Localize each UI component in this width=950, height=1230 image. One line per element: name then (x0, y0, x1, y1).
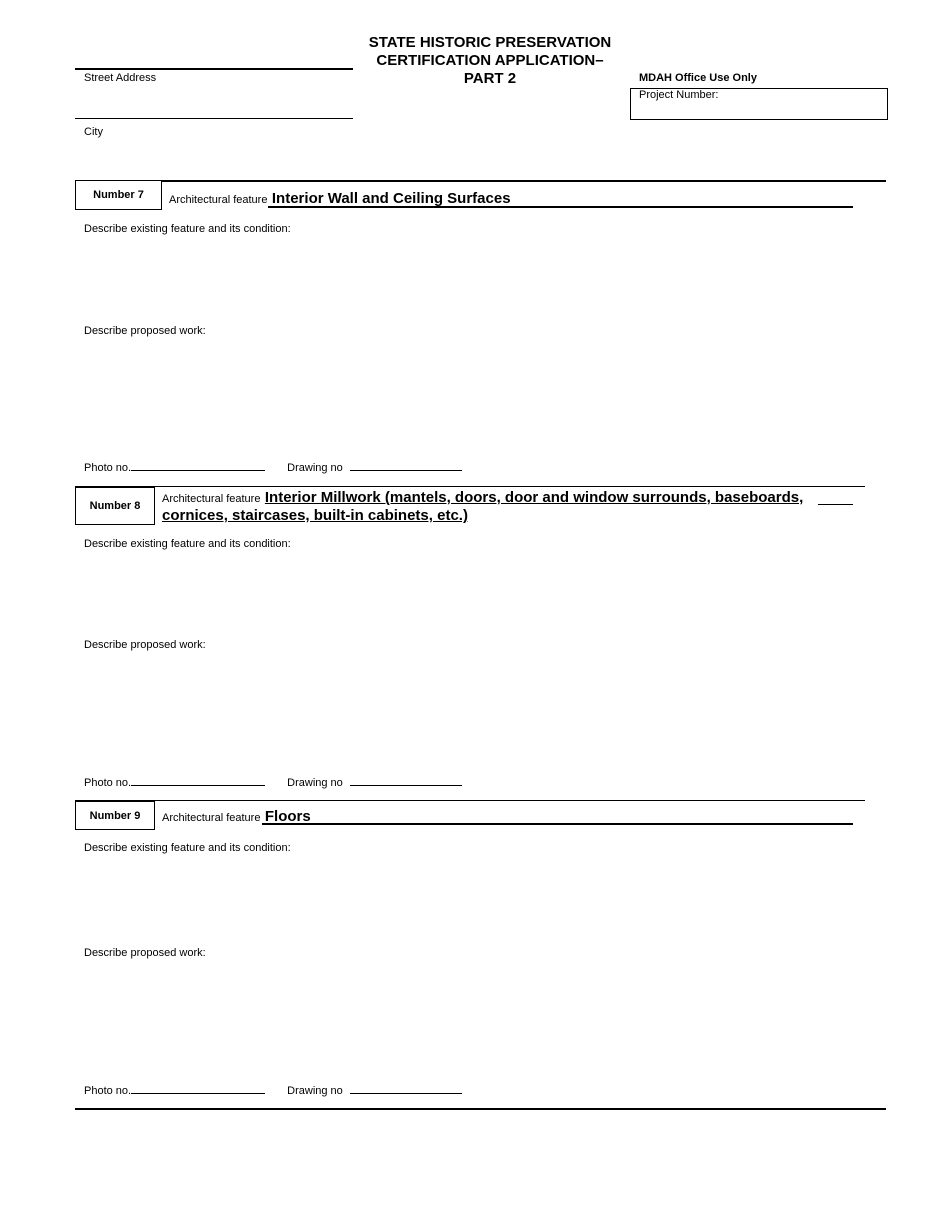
section-7-drawing-label: Drawing no (287, 462, 343, 474)
section-7-feature-underline (268, 206, 853, 208)
section-7-photo-row (84, 460, 462, 474)
section-7-existing-area[interactable] (84, 240, 884, 318)
city-field[interactable] (75, 118, 353, 119)
project-number-box[interactable] (630, 88, 888, 120)
section-8-feature-label: Architectural feature (162, 493, 261, 505)
section-7-feature-label: Architectural feature (169, 194, 268, 206)
section-9-top-rule (75, 800, 865, 801)
street-address-field[interactable] (75, 68, 353, 70)
section-8-feature-underline (818, 504, 853, 505)
section-8-photo-field[interactable] (131, 775, 265, 786)
section-9-proposed-area[interactable] (84, 964, 884, 1074)
section-8-feature-value-line2[interactable]: cornices, staircases, built-in cabinets, etc.) (162, 507, 468, 524)
section-7-photo-field[interactable] (131, 460, 265, 471)
section-7-photo-label: Photo no. (84, 462, 132, 474)
section-7-proposed-area[interactable] (84, 342, 884, 452)
office-use-label: MDAH Office Use Only (639, 72, 757, 84)
section-9-existing-label: Describe existing feature and its condition: (84, 842, 291, 854)
section-9-drawing-field[interactable] (350, 1083, 462, 1094)
section-9-proposed-label: Describe proposed work: (84, 947, 206, 959)
section-9-existing-area[interactable] (84, 859, 884, 939)
section-9-photo-row (84, 1083, 462, 1097)
section-8-feature-value-line1[interactable]: Interior Millwork (mantels, doors, door and window surrounds, baseboards, (264, 489, 804, 506)
form-title (355, 34, 625, 88)
section-8-number: Number 8 (89, 500, 141, 512)
title-line-1: STATE HISTORIC PRESERVATION (368, 34, 612, 51)
section-8-existing-label: Describe existing feature and its condition: (84, 538, 291, 550)
section-9-number-box (75, 801, 155, 830)
section-9-photo-field[interactable] (131, 1083, 265, 1094)
section-7-top-rule (75, 180, 886, 182)
section-8-proposed-label: Describe proposed work: (84, 639, 206, 651)
bottom-rule (75, 1108, 886, 1110)
section-7-feature-value[interactable]: Interior Wall and Ceiling Surfaces (271, 190, 511, 207)
section-9-photo-label: Photo no. (84, 1085, 132, 1097)
city-label: City (84, 126, 103, 138)
street-address-label: Street Address (84, 72, 157, 84)
section-7-proposed-label: Describe proposed work: (84, 325, 206, 337)
section-8-existing-area[interactable] (84, 555, 884, 633)
section-9-number: Number 9 (89, 809, 141, 822)
section-9-drawing-label: Drawing no (287, 1085, 343, 1097)
section-8-drawing-label: Drawing no (287, 777, 343, 789)
section-9-feature-underline (262, 823, 853, 825)
section-9-feature-label: Architectural feature (162, 812, 261, 824)
section-8-number-box (75, 487, 155, 525)
section-8-proposed-area[interactable] (84, 656, 884, 766)
project-number-label: Project Number: (639, 89, 719, 101)
section-7-number-box (75, 180, 162, 210)
section-8-feature (162, 489, 862, 524)
section-8-photo-label: Photo no. (84, 777, 132, 789)
section-8-photo-row (84, 775, 462, 789)
title-line-2: CERTIFICATION APPLICATION– (376, 52, 604, 69)
section-8-drawing-field[interactable] (350, 775, 462, 786)
section-7-drawing-field[interactable] (350, 460, 462, 471)
title-line-3: PART 2 (463, 70, 517, 87)
section-8-top-rule (75, 486, 865, 487)
section-7-number: Number 7 (93, 189, 144, 201)
section-7-existing-label: Describe existing feature and its condition: (84, 223, 291, 235)
section-9-feature-value[interactable]: Floors (264, 808, 311, 825)
